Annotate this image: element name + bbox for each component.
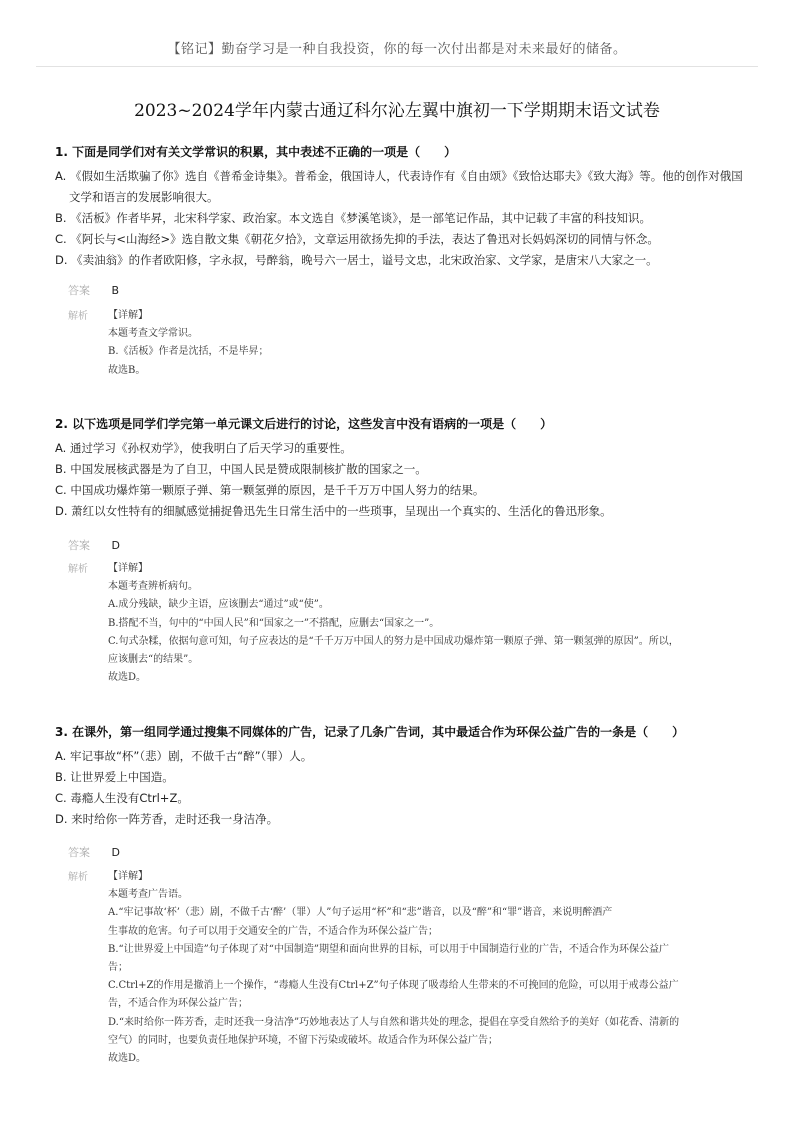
option-a[interactable] — [55, 166, 745, 208]
analysis-line: A.成分残缺，缺少主语，应该删去“通过”或“使”。 — [108, 599, 329, 611]
analysis-line: A.“牢记事故‘杯’（悲）剧，不做千古‘醉’（罪）人”句子运用“杯”和“悲”谐音，以及“醉”和“罪”谐音，来说明醉酒产 — [108, 907, 613, 919]
answer-label: 答案 — [68, 539, 90, 552]
option-text: C. 《阿长与<山海经>》选自散文集《朝花夕拾》，文章运用欲扬先抑的手法，表达了鲁迅对长妈妈深切的同情与怀念。 — [55, 232, 659, 246]
analysis-line: 【详解】 — [108, 871, 148, 882]
option-text: A. 通过学习《孙权劝学》，使我明白了后天学习的重要性。 — [55, 441, 352, 455]
analysis-line: 故选D。 — [108, 672, 147, 684]
option-text: D. 《卖油翁》的作者欧阳修，字永叔，号醉翁，晚号六一居士，谥号文忠，北宋政治家、文学家，是唐宋八大家之一。 — [55, 253, 658, 267]
analysis-line: B.搭配不当，句中的“中国人民”和“国家之一”不搭配，应删去“国家之一”。 — [108, 617, 440, 629]
option-text: C. 中国成功爆炸第一颗原子弹、第一颗氢弹的原因，是千千万万中国人努力的结果。 — [55, 483, 485, 497]
analysis-line: 故选D。 — [108, 1053, 147, 1065]
page-title: 2023~2024学年内蒙古通辽科尔沁左翼中旗初一下学期期末语文试卷 — [134, 101, 660, 121]
option-b[interactable] — [55, 767, 745, 788]
option-text: A. 《假如生活欺骗了你》选自《普希金诗集》。普希金，俄国诗人，代表诗作有《自由颂》《致恰达耶夫》《致大海》等。他的创作对俄国 — [55, 169, 743, 183]
analysis-line: 【详解】 — [108, 563, 148, 574]
answer-label: 答案 — [68, 284, 90, 297]
option-d[interactable] — [55, 250, 745, 271]
option-text: D. 来时给你一阵芳香，走时还我一身洁净。 — [55, 812, 279, 826]
analysis-label: 解析 — [68, 564, 88, 575]
analysis-line: 本题考查文学常识。 — [108, 328, 198, 340]
analysis-line: 【详解】 — [108, 310, 148, 321]
option-d[interactable] — [55, 501, 745, 522]
analysis-line: B.“让世界爱上中国造”句子体现了对“中国制造”期望和面向世界的目标，可以用于中国制造行业的广告，不适合作为环保公益广 — [108, 943, 669, 955]
answer-value: D — [111, 539, 120, 552]
question-stem: 2. 以下选项是同学们学完第一单元课文后进行的讨论，这些发言中没有语病的一项是（ ） — [55, 417, 553, 431]
option-a[interactable] — [55, 746, 745, 767]
analysis-block — [68, 560, 728, 687]
header-divider — [36, 66, 758, 67]
answer-value: B — [111, 284, 120, 297]
header-motto: 【铭记】勤奋学习是一种自我投资，你的每一次付出都是对未来最好的储备。 — [167, 42, 627, 57]
analysis-line: 本题考查广告语。 — [108, 889, 188, 901]
option-text: B. 让世界爱上中国造。 — [55, 770, 174, 784]
question-1 — [55, 142, 745, 271]
analysis-line: 告，不适合作为环保公益广告； — [108, 998, 248, 1010]
analysis-label: 解析 — [68, 872, 88, 883]
option-text: D. 萧红以女性特有的细腻感觉捕捉鲁迅先生日常生活中的一些琐事，呈现出一个真实的、生活化的鲁迅形象。 — [55, 504, 612, 518]
answer-row — [68, 537, 120, 553]
option-text: C. 毒瘾人生没有Ctrl+Z。 — [55, 791, 189, 805]
analysis-line: 应该删去“的结果”。 — [108, 654, 199, 666]
analysis-label: 解析 — [68, 311, 88, 322]
option-c[interactable] — [55, 480, 745, 501]
option-c[interactable] — [55, 788, 745, 809]
answer-value: D — [111, 846, 120, 859]
option-d[interactable] — [55, 809, 745, 830]
option-b[interactable] — [55, 459, 745, 480]
analysis-line: C.句式杂糅，依据句意可知，句子应表达的是“千千万万中国人的努力是中国成功爆炸第一颗原子弹、第一颗氢弹的原因”。所以， — [108, 635, 679, 647]
answer-row — [68, 282, 119, 298]
option-text: B. 《活板》作者毕昇，北宋科学家、政治家。本文选自《梦溪笔谈》，是一部笔记作品，其中记载了丰富的科技知识。 — [55, 211, 651, 225]
analysis-line: 告； — [108, 962, 128, 974]
analysis-line: D.“来时给你一阵芳香，走时还我一身洁净”巧妙地表达了人与自然和谐共处的理念，提倡在享受自然给予的美好（如花香、清新的 — [108, 1016, 680, 1028]
option-c[interactable] — [55, 229, 745, 250]
analysis-line: B.《活板》作者是沈括，不是毕昇； — [108, 346, 269, 358]
option-text-continued: 文学和语言的发展影响很大。 — [69, 190, 219, 204]
option-a[interactable] — [55, 438, 745, 459]
option-b[interactable] — [55, 208, 745, 229]
question-stem: 1. 下面是同学们对有关文学常识的积累，其中表述不正确的一项是（ ） — [55, 145, 457, 159]
answer-label: 答案 — [68, 846, 90, 859]
question-stem: 3. 在课外，第一组同学通过搜集不同媒体的广告，记录了几条广告词，其中最适合作为环保公益广告的一条是（ ） — [55, 725, 685, 739]
analysis-line: C.Ctrl+Z的作用是撤消上一个操作，“毒瘾人生没有Ctrl+Z”句子体现了吸毒给人生带来的不可挽回的危险，可以用于戒毒公益广 — [108, 980, 679, 992]
answer-row — [68, 844, 120, 860]
option-text: A. 牢记事故“杯”（悲）剧，不做千古“醉”（罪）人。 — [55, 749, 313, 763]
analysis-block — [68, 868, 728, 1068]
question-3 — [55, 722, 745, 830]
analysis-line: 生事故的危害。句子可以用于交通安全的广告，不适合作为环保公益广告； — [108, 925, 438, 937]
question-2 — [55, 414, 745, 522]
analysis-line: 本题考查辨析病句。 — [108, 581, 198, 593]
option-text: B. 中国发展核武器是为了自卫，中国人民是赞成限制核扩散的国家之一。 — [55, 462, 427, 476]
analysis-line: 故选B。 — [108, 364, 146, 376]
analysis-block — [68, 307, 728, 380]
analysis-line: 空气）的同时，也要负责任地保护环境，不留下污染或破坏。故适合作为环保公益广告； — [108, 1034, 498, 1046]
